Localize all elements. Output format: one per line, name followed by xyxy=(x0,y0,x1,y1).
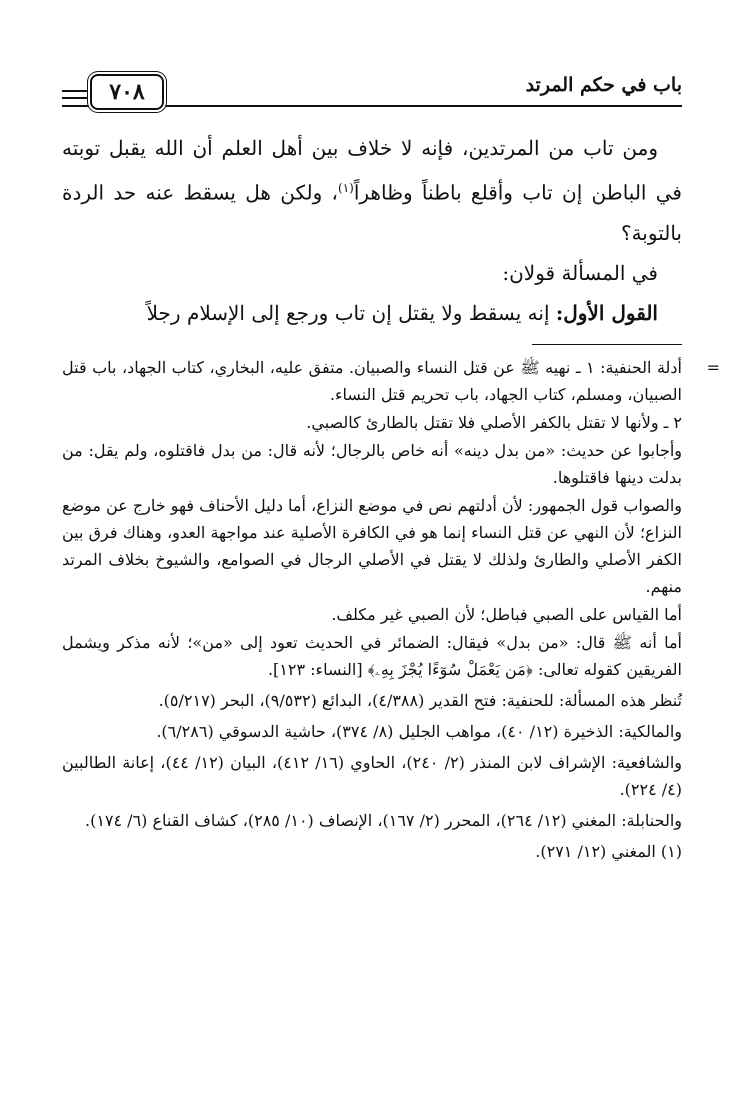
footnote-ref-1[interactable]: (١) xyxy=(338,181,354,195)
paragraph-1-text: ومن تاب من المرتدين، فإنه لا خلاف بين أهل العلم أن الله يقبل توبته في الباطن إن تاب وأقلع باطناً وظاهراً xyxy=(62,136,682,205)
source-maliki: والمالكية: الذخيرة (١٢/ ٤٠)، مواهب الجليل (٨/ ٣٧٤)، حاشية الدسوقي (٦/٢٨٦). xyxy=(156,722,682,741)
paragraph-3-text: إنه يسقط ولا يقتل إن تاب ورجع إلى الإسلام رجلاً xyxy=(146,300,556,325)
ornament-lines xyxy=(62,90,90,99)
paragraph-2: في المسألة قولان: xyxy=(502,260,658,285)
paragraph-1 xyxy=(62,128,682,253)
page-number: ٧٠٨ xyxy=(90,74,164,110)
footnote-line: ٢ ـ ولأنها لا تقتل بالكفر الأصلي فلا تقتل بالطارئ كالصبي. xyxy=(306,413,682,432)
footnote-line: والصواب قول الجمهور: لأن أدلتهم نص في موضع النزاع، أما دليل الأحناف فهو خارج عن موضع النزاع؛ لأن النهي عن قتل النساء إنما هو في الكافرة الأصلية عند مواجهة العدو، وهناك فرق بين الكفر الأصلي والطارئ ولذلك لا يقتل في الأصلي الرجال في الصوامع، والشيوخ بخلاف المرتد منهم. xyxy=(62,496,682,596)
page-header xyxy=(62,68,682,114)
source-hanafi: تُنظر هذه المسألة: للحنفية: فتح القدير (٤/٣٨٨)، البدائع (٩/٥٣٢)، البحر (٥/٢١٧). xyxy=(158,691,682,710)
paragraph-1-end: ، ولكن هل يسقط عنه حد الردة بالتوبة؟ xyxy=(62,180,682,245)
footnote-line: أما أنه ﷺ قال: «من بدل» فيقال: الضمائر في الحديث تعود إلى «من»؛ لأنه مذكر ويشمل الفريقين كقوله تعالى: ﴿مَن يَعْمَلْ سُوٓءًا يُجْزَ بِهِۦ﴾ [النساء: ١٢٣]. xyxy=(62,633,682,679)
footnote-line: أما القياس على الصبي فباطل؛ لأن الصبي غير مكلف. xyxy=(331,605,682,624)
paragraph-3 xyxy=(62,293,682,333)
footnote-line: أدلة الحنفية: ١ ـ نهيه ﷺ عن قتل النساء والصبيان. متفق عليه، البخاري، كتاب الجهاد، باب قتل الصبيان، ومسلم، كتاب الجهاد، باب تحريم قتل النساء. xyxy=(62,358,683,404)
first-opinion-label: القول الأول: xyxy=(555,300,658,325)
chapter-title: باب في حكم المرتد xyxy=(525,74,682,96)
source-hanbali: والحنابلة: المغني (١٢/ ٢٦٤)، المحرر (٢/ ١٦٧)، الإنصاف (١٠/ ٢٨٥)، كشاف القناع (٦/ ١٧٤). xyxy=(84,811,682,830)
book-page xyxy=(62,68,720,1078)
footnote-line: وأجابوا عن حديث: «من بدل دينه» أنه خاص بالرجال؛ لأنه قال: من بدل فاقتلوه، ولم يقل: من بدلت دينها فاقتلوها. xyxy=(62,441,682,487)
footnote-1: (١) المغني (١٢/ ٢٧١). xyxy=(535,842,682,861)
source-shafii: والشافعية: الإشراف لابن المنذر (٢/ ٢٤٠)، الحاوي (١٦/ ٤١٢)، البيان (١٢/ ٤٤)، إعانة الطالبين (٤/ ٢٢٤). xyxy=(62,753,683,799)
continuation-marker: = xyxy=(706,358,720,377)
page-number-frame xyxy=(62,74,188,114)
main-text xyxy=(62,128,682,333)
footnote-separator xyxy=(532,344,682,345)
footnotes xyxy=(62,354,720,866)
